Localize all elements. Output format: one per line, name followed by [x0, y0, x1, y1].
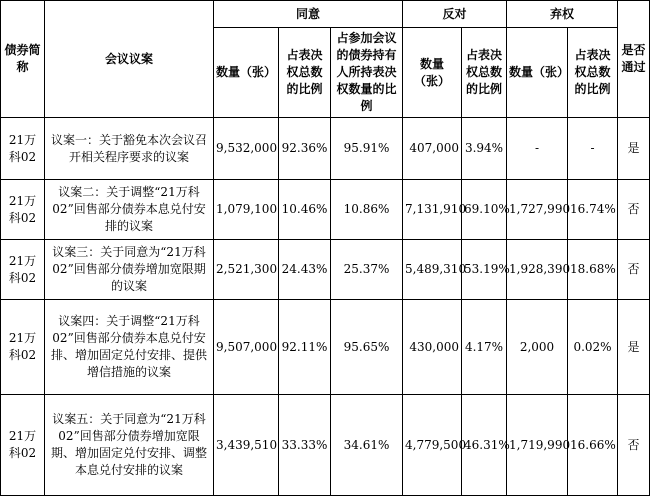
motion-cell: 议案三：关于同意为“21万科02”回售部分债券增加宽限期的议案: [45, 240, 214, 300]
agree-pct-cell: 24.43%: [279, 240, 331, 300]
col-abstain-qty: 数量（张）: [507, 28, 568, 118]
col-motion: 会议议案: [45, 1, 214, 118]
abstain-qty-cell: 2,000: [507, 300, 568, 395]
abstain-qty-cell: -: [507, 118, 568, 180]
agree-attend-pct-cell: 95.91%: [331, 118, 403, 180]
col-oppose-ratio-total: 占表决权总数的比例: [462, 28, 507, 118]
col-group-agree: 同意: [214, 1, 403, 28]
table-row: [1, 240, 650, 300]
bond-code-cell: 21万科02: [1, 180, 45, 240]
abstain-pct-cell: 18.68%: [568, 240, 618, 300]
agree-qty-cell: 2,521,300: [214, 240, 279, 300]
col-bond-abbr: 债券简称: [1, 1, 45, 118]
oppose-qty-cell: 4,779,500: [403, 395, 462, 496]
bond-code-cell: 21万科02: [1, 395, 45, 496]
col-agree-ratio-attend: 占参加会议的债券持有人所持表决权数量的比例: [331, 28, 403, 118]
table-row: [1, 395, 650, 496]
abstain-pct-cell: 16.66%: [568, 395, 618, 496]
agree-pct-cell: 92.36%: [279, 118, 331, 180]
col-oppose-qty: 数量（张）: [403, 28, 462, 118]
agree-attend-pct-cell: 95.65%: [331, 300, 403, 395]
agree-qty-cell: 9,507,000: [214, 300, 279, 395]
passed-cell: 否: [618, 180, 650, 240]
abstain-qty-cell: 1,727,990: [507, 180, 568, 240]
abstain-pct-cell: 0.02%: [568, 300, 618, 395]
abstain-pct-cell: -: [568, 118, 618, 180]
oppose-pct-cell: 4.17%: [462, 300, 507, 395]
agree-qty-cell: 1,079,100: [214, 180, 279, 240]
passed-cell: 是: [618, 118, 650, 180]
passed-cell: 否: [618, 240, 650, 300]
passed-cell: 否: [618, 395, 650, 496]
oppose-pct-cell: 46.31%: [462, 395, 507, 496]
oppose-pct-cell: 3.94%: [462, 118, 507, 180]
agree-pct-cell: 10.46%: [279, 180, 331, 240]
col-abstain-ratio-total: 占表决权总数的比例: [568, 28, 618, 118]
col-agree-qty: 数量（张）: [214, 28, 279, 118]
oppose-qty-cell: 407,000: [403, 118, 462, 180]
oppose-qty-cell: 5,489,310: [403, 240, 462, 300]
header-row-groups: [1, 1, 650, 28]
oppose-qty-cell: 430,000: [403, 300, 462, 395]
motion-cell: 议案五：关于同意为“21万科02”回售部分债券增加宽限期、增加固定兑付安排、调整本息兑付安排的议案: [45, 395, 214, 496]
agree-attend-pct-cell: 25.37%: [331, 240, 403, 300]
oppose-pct-cell: 69.10%: [462, 180, 507, 240]
col-passed: 是否通过: [618, 1, 650, 118]
bond-code-cell: 21万科02: [1, 300, 45, 395]
agree-pct-cell: 92.11%: [279, 300, 331, 395]
bond-code-cell: 21万科02: [1, 240, 45, 300]
abstain-qty-cell: 1,719,990: [507, 395, 568, 496]
oppose-qty-cell: 7,131,910: [403, 180, 462, 240]
passed-cell: 是: [618, 300, 650, 395]
agree-qty-cell: 3,439,510: [214, 395, 279, 496]
bond-code-cell: 21万科02: [1, 118, 45, 180]
agree-pct-cell: 33.33%: [279, 395, 331, 496]
col-group-abstain: 弃权: [507, 1, 618, 28]
agree-qty-cell: 9,532,000: [214, 118, 279, 180]
oppose-pct-cell: 53.19%: [462, 240, 507, 300]
agree-attend-pct-cell: 10.86%: [331, 180, 403, 240]
abstain-qty-cell: 1,928,390: [507, 240, 568, 300]
agree-attend-pct-cell: 34.61%: [331, 395, 403, 496]
motion-cell: 议案四：关于调整“21万科02”回售部分债券本息兑付安排、增加固定兑付安排、提供增信措施的议案: [45, 300, 214, 395]
table-row: [1, 180, 650, 240]
abstain-pct-cell: 16.74%: [568, 180, 618, 240]
motion-cell: 议案一：关于豁免本次会议召开相关程序要求的议案: [45, 118, 214, 180]
col-agree-ratio-total: 占表决权总数的比例: [279, 28, 331, 118]
motion-cell: 议案二：关于调整“21万科02”回售部分债券本息兑付安排的议案: [45, 180, 214, 240]
table-row: [1, 300, 650, 395]
col-group-oppose: 反对: [403, 1, 507, 28]
table-row: [1, 118, 650, 180]
